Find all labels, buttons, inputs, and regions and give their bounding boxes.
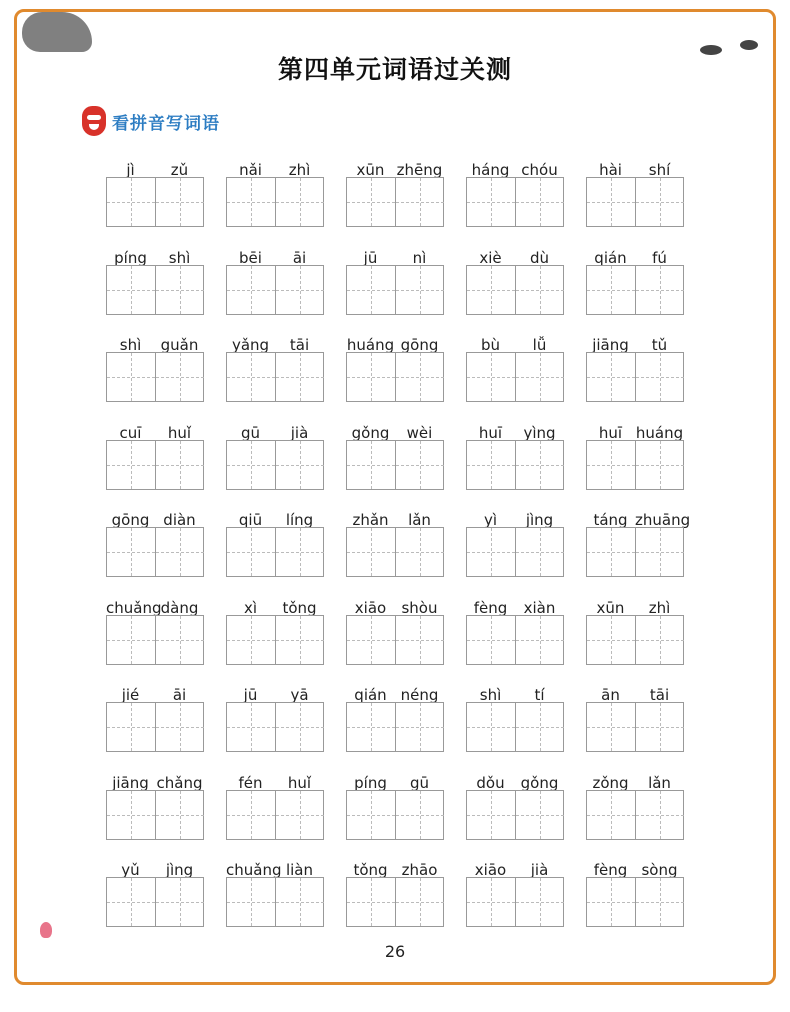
- tianzige-cell[interactable]: [395, 791, 444, 839]
- pinyin-syllable: bēi: [239, 248, 262, 267]
- tianzige-cell[interactable]: [587, 616, 635, 664]
- tianzige-cell[interactable]: [587, 178, 635, 226]
- pinyin-syllable: jū: [363, 248, 378, 267]
- opera-mask-icon: [82, 106, 106, 136]
- tianzige-cell[interactable]: [227, 528, 275, 576]
- writing-box[interactable]: [346, 527, 444, 577]
- pinyin-syllable: líng: [285, 511, 314, 529]
- tianzige-cell[interactable]: [467, 616, 515, 664]
- tianzige-cell[interactable]: [515, 791, 564, 839]
- writing-box[interactable]: [106, 877, 204, 927]
- tianzige-cell[interactable]: [587, 703, 635, 751]
- tianzige-cell[interactable]: [275, 616, 324, 664]
- writing-box[interactable]: [586, 177, 684, 227]
- pinyin-syllable: shí: [648, 161, 671, 179]
- tianzige-cell[interactable]: [587, 353, 635, 401]
- writing-box[interactable]: [226, 527, 324, 577]
- tianzige-cell[interactable]: [107, 353, 155, 401]
- pinyin-syllable: qián: [594, 248, 627, 267]
- pinyin-syllable: jū: [243, 686, 258, 704]
- pinyin-syllable: píng: [114, 248, 147, 267]
- tianzige-cell[interactable]: [395, 616, 444, 664]
- writing-box[interactable]: [106, 790, 204, 840]
- writing-box[interactable]: [466, 615, 564, 665]
- pinyin-syllable: yǔ: [121, 861, 140, 879]
- pinyin-syllable: chóu: [521, 161, 558, 179]
- tianzige-cell[interactable]: [515, 353, 564, 401]
- pinyin-syllable: jìng: [525, 511, 554, 529]
- writing-box[interactable]: [226, 177, 324, 227]
- tianzige-cell[interactable]: [587, 528, 635, 576]
- pinyin-syllable: tāi: [649, 686, 670, 704]
- writing-box[interactable]: [586, 877, 684, 927]
- page-number: 26: [384, 942, 406, 961]
- lotus-decoration: [40, 922, 52, 938]
- pinyin-syllable: huī: [598, 423, 623, 442]
- tianzige-cell[interactable]: [275, 703, 324, 751]
- tianzige-cell[interactable]: [587, 266, 635, 314]
- writing-box[interactable]: [586, 352, 684, 402]
- pinyin-syllable: diàn: [163, 511, 196, 529]
- writing-box[interactable]: [586, 790, 684, 840]
- writing-box[interactable]: [226, 615, 324, 665]
- tianzige-cell[interactable]: [227, 441, 275, 489]
- pinyin-syllable: xiāo: [354, 598, 387, 617]
- tianzige-cell[interactable]: [227, 878, 275, 926]
- tianzige-cell[interactable]: [635, 528, 684, 576]
- pinyin-syllable: chuǎng: [226, 861, 282, 879]
- tianzige-cell[interactable]: [347, 266, 395, 314]
- tianzige-cell[interactable]: [107, 703, 155, 751]
- tianzige-cell[interactable]: [587, 441, 635, 489]
- tianzige-cell[interactable]: [227, 703, 275, 751]
- pinyin-syllable: zǔ: [170, 161, 189, 179]
- pinyin-syllable: cuī: [119, 423, 142, 442]
- tianzige-cell[interactable]: [347, 178, 395, 226]
- tianzige-cell[interactable]: [275, 791, 324, 839]
- tianzige-cell[interactable]: [635, 703, 684, 751]
- writing-box[interactable]: [586, 527, 684, 577]
- pinyin-syllable: zhì: [288, 161, 311, 179]
- pinyin-syllable: dàng: [160, 598, 199, 617]
- tianzige-cell[interactable]: [155, 266, 204, 314]
- pinyin-syllable: qián: [354, 686, 387, 704]
- writing-box[interactable]: [466, 702, 564, 752]
- writing-box[interactable]: [346, 352, 444, 402]
- writing-box[interactable]: [226, 265, 324, 315]
- tianzige-cell[interactable]: [107, 178, 155, 226]
- writing-box[interactable]: [226, 352, 324, 402]
- pinyin-syllable: liàn: [285, 861, 314, 879]
- tianzige-cell[interactable]: [515, 703, 564, 751]
- tianzige-cell[interactable]: [395, 353, 444, 401]
- tianzige-cell[interactable]: [347, 528, 395, 576]
- writing-box[interactable]: [346, 440, 444, 490]
- pinyin-syllable: dù: [529, 248, 550, 267]
- pinyin-syllable: nì: [412, 248, 427, 267]
- tianzige-cell[interactable]: [107, 616, 155, 664]
- pinyin-syllable: huī: [478, 423, 503, 442]
- writing-box[interactable]: [466, 440, 564, 490]
- tianzige-cell[interactable]: [275, 878, 324, 926]
- pinyin-syllable: gōng: [111, 511, 150, 529]
- pinyin-syllable: jiāng: [592, 336, 629, 354]
- tianzige-cell[interactable]: [347, 703, 395, 751]
- tianzige-cell[interactable]: [275, 266, 324, 314]
- tianzige-cell[interactable]: [347, 616, 395, 664]
- tianzige-cell[interactable]: [467, 178, 515, 226]
- pinyin-syllable: huǐ: [287, 773, 312, 792]
- writing-box[interactable]: [466, 177, 564, 227]
- tianzige-cell[interactable]: [515, 441, 564, 489]
- pinyin-syllable: fèng: [593, 861, 628, 879]
- section-heading: [82, 106, 220, 136]
- pinyin-syllable: xì: [243, 598, 258, 617]
- pinyin-syllable: tāi: [289, 336, 310, 354]
- tianzige-cell[interactable]: [635, 178, 684, 226]
- pinyin-syllable: gǒng: [520, 773, 559, 792]
- pinyin-syllable: sòng: [641, 861, 678, 879]
- tianzige-cell[interactable]: [467, 703, 515, 751]
- pinyin-syllable: huǐ: [167, 423, 192, 442]
- pinyin-syllable: yì: [483, 511, 498, 529]
- pinyin-syllable: jiāng: [112, 773, 149, 792]
- pinyin-syllable: āi: [292, 248, 307, 267]
- tianzige-cell[interactable]: [515, 616, 564, 664]
- pinyin-syllable: xiāo: [474, 861, 507, 879]
- writing-box[interactable]: [586, 440, 684, 490]
- writing-box[interactable]: [586, 615, 684, 665]
- writing-box[interactable]: [106, 265, 204, 315]
- pinyin-syllable: jì: [126, 161, 135, 179]
- pinyin-syllable: zhēng: [396, 161, 443, 179]
- pinyin-syllable: píng: [354, 773, 387, 792]
- pinyin-syllable: jià: [290, 423, 309, 442]
- tianzige-cell[interactable]: [107, 791, 155, 839]
- pinyin-syllable: néng: [400, 686, 439, 704]
- tianzige-cell[interactable]: [515, 878, 564, 926]
- writing-box[interactable]: [466, 352, 564, 402]
- pinyin-syllable: tí: [534, 686, 545, 704]
- tianzige-cell[interactable]: [395, 178, 444, 226]
- tianzige-cell[interactable]: [155, 178, 204, 226]
- writing-box[interactable]: [106, 702, 204, 752]
- page-title: 第四单元词语过关测: [277, 55, 512, 84]
- pinyin-syllable: xūn: [356, 161, 385, 179]
- pinyin-syllable: lǎn: [408, 511, 431, 529]
- writing-box[interactable]: [466, 790, 564, 840]
- tianzige-cell[interactable]: [275, 441, 324, 489]
- pinyin-syllable: lǚ: [532, 336, 547, 354]
- writing-box[interactable]: [586, 265, 684, 315]
- tianzige-cell[interactable]: [347, 353, 395, 401]
- pinyin-syllable: jìng: [165, 861, 194, 879]
- pinyin-syllable: jié: [121, 686, 140, 704]
- pinyin-syllable: zhì: [648, 598, 671, 617]
- tianzige-cell[interactable]: [347, 791, 395, 839]
- tianzige-cell[interactable]: [155, 878, 204, 926]
- writing-box[interactable]: [106, 527, 204, 577]
- pinyin-syllable: ān: [601, 686, 620, 704]
- tianzige-cell[interactable]: [347, 441, 395, 489]
- tianzige-cell[interactable]: [587, 878, 635, 926]
- tianzige-cell[interactable]: [635, 616, 684, 664]
- writing-box[interactable]: [106, 440, 204, 490]
- pinyin-syllable: yìng: [523, 423, 556, 442]
- pinyin-syllable: fén: [238, 773, 263, 792]
- tianzige-cell[interactable]: [635, 791, 684, 839]
- pinyin-syllable: huáng: [635, 423, 684, 442]
- writing-box[interactable]: [226, 790, 324, 840]
- writing-box[interactable]: [346, 790, 444, 840]
- writing-box[interactable]: [226, 440, 324, 490]
- tianzige-cell[interactable]: [635, 878, 684, 926]
- tianzige-cell[interactable]: [395, 441, 444, 489]
- pinyin-syllable: qiū: [238, 511, 263, 529]
- pinyin-syllable: yā: [290, 686, 309, 704]
- pinyin-syllable: guǎn: [160, 336, 199, 354]
- pinyin-syllable: shòu: [401, 598, 438, 617]
- tianzige-cell[interactable]: [275, 528, 324, 576]
- tianzige-cell[interactable]: [227, 791, 275, 839]
- pinyin-syllable: xiàn: [523, 598, 556, 617]
- writing-box[interactable]: [106, 615, 204, 665]
- tianzige-cell[interactable]: [107, 266, 155, 314]
- tianzige-cell[interactable]: [635, 266, 684, 314]
- tianzige-cell[interactable]: [347, 878, 395, 926]
- tianzige-cell[interactable]: [515, 528, 564, 576]
- pinyin-syllable: wèi: [406, 423, 433, 442]
- pinyin-syllable: fèng: [473, 598, 508, 617]
- tianzige-cell[interactable]: [467, 791, 515, 839]
- tianzige-cell[interactable]: [467, 353, 515, 401]
- tianzige-cell[interactable]: [155, 616, 204, 664]
- tianzige-cell[interactable]: [227, 616, 275, 664]
- pinyin-syllable: gǒng: [351, 423, 390, 442]
- tianzige-cell[interactable]: [395, 528, 444, 576]
- tianzige-cell[interactable]: [467, 441, 515, 489]
- pinyin-syllable: fú: [652, 248, 667, 267]
- writing-box[interactable]: [346, 177, 444, 227]
- pinyin-syllable: shì: [168, 248, 191, 267]
- pinyin-syllable: lǎn: [648, 773, 671, 792]
- tianzige-cell[interactable]: [227, 353, 275, 401]
- writing-box[interactable]: [106, 177, 204, 227]
- pinyin-syllable: bù: [480, 336, 501, 354]
- pinyin-syllable: tǒng: [282, 598, 317, 617]
- writing-box[interactable]: [586, 702, 684, 752]
- writing-box[interactable]: [466, 265, 564, 315]
- tianzige-cell[interactable]: [587, 791, 635, 839]
- pinyin-syllable: āi: [172, 686, 187, 704]
- writing-box[interactable]: [346, 615, 444, 665]
- tianzige-cell[interactable]: [155, 528, 204, 576]
- pinyin-syllable: yǎng: [231, 336, 270, 354]
- writing-box[interactable]: [346, 265, 444, 315]
- pinyin-syllable: zǒng: [592, 773, 629, 792]
- tianzige-cell[interactable]: [515, 266, 564, 314]
- tianzige-cell[interactable]: [155, 703, 204, 751]
- section-label: 看拼音写词语: [112, 113, 220, 134]
- tianzige-cell[interactable]: [395, 703, 444, 751]
- pinyin-syllable: xūn: [596, 598, 625, 617]
- pinyin-syllable: jià: [530, 861, 549, 879]
- tianzige-cell[interactable]: [155, 353, 204, 401]
- pinyin-syllable: xiè: [479, 248, 502, 267]
- pinyin-syllable: chǎng: [156, 773, 203, 792]
- tianzige-cell[interactable]: [275, 178, 324, 226]
- writing-box[interactable]: [346, 877, 444, 927]
- tianzige-cell[interactable]: [227, 266, 275, 314]
- writing-box[interactable]: [106, 352, 204, 402]
- tianzige-cell[interactable]: [635, 353, 684, 401]
- pinyin-syllable: nǎi: [239, 161, 262, 179]
- tianzige-cell[interactable]: [467, 528, 515, 576]
- pinyin-syllable: zhuāng: [635, 511, 691, 529]
- pinyin-syllable: gū: [409, 773, 430, 792]
- tianzige-cell[interactable]: [395, 266, 444, 314]
- pinyin-syllable: shì: [479, 686, 502, 704]
- tianzige-cell[interactable]: [107, 528, 155, 576]
- tianzige-cell[interactable]: [467, 878, 515, 926]
- tianzige-cell[interactable]: [107, 878, 155, 926]
- pinyin-syllable: zhǎn: [352, 511, 389, 529]
- pinyin-syllable: chuǎng: [106, 598, 162, 617]
- tianzige-cell[interactable]: [107, 441, 155, 489]
- tianzige-cell[interactable]: [515, 178, 564, 226]
- pinyin-syllable: hài: [599, 161, 622, 179]
- pinyin-syllable: táng: [593, 511, 628, 529]
- pinyin-syllable: háng: [471, 161, 510, 179]
- pinyin-syllable: dǒu: [476, 773, 505, 792]
- writing-box[interactable]: [226, 877, 324, 927]
- tianzige-cell[interactable]: [155, 791, 204, 839]
- writing-box[interactable]: [466, 877, 564, 927]
- pinyin-syllable: zhāo: [401, 861, 438, 879]
- pinyin-syllable: huáng: [346, 336, 395, 354]
- tianzige-cell[interactable]: [155, 441, 204, 489]
- tianzige-cell[interactable]: [395, 878, 444, 926]
- tianzige-cell[interactable]: [635, 441, 684, 489]
- writing-box[interactable]: [346, 702, 444, 752]
- pinyin-syllable: gū: [240, 423, 261, 442]
- writing-box[interactable]: [226, 702, 324, 752]
- tianzige-cell[interactable]: [275, 353, 324, 401]
- pinyin-syllable: gōng: [400, 336, 439, 354]
- pinyin-syllable: tǔ: [651, 336, 668, 354]
- pinyin-syllable: shì: [119, 336, 142, 354]
- pinyin-syllable: tǒng: [353, 861, 388, 879]
- tianzige-cell[interactable]: [467, 266, 515, 314]
- tianzige-cell[interactable]: [227, 178, 275, 226]
- writing-box[interactable]: [466, 527, 564, 577]
- duck-decoration: [740, 40, 758, 50]
